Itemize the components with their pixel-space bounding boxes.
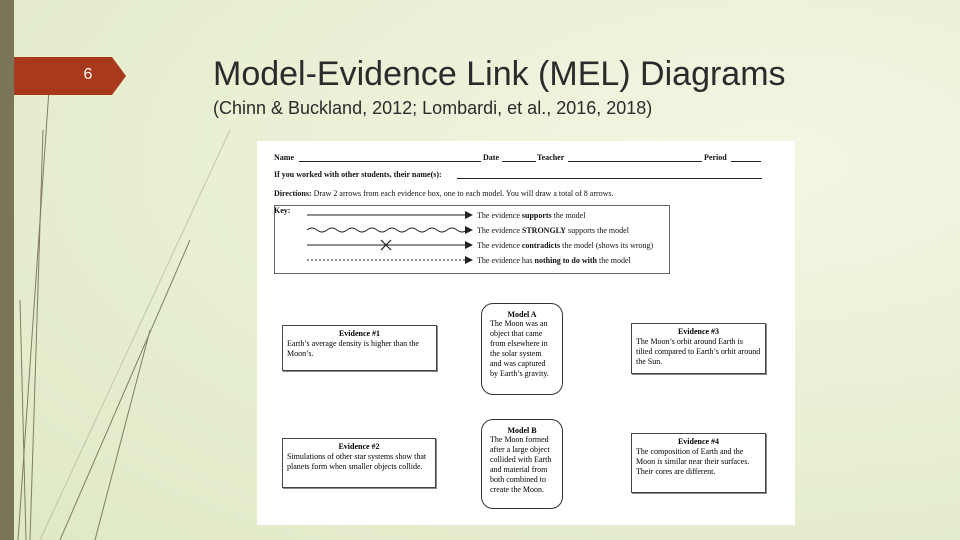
evidence-box-4 bbox=[631, 433, 766, 493]
model-text: The Moon formed after a large object collided with Earth and material from both combined to create the Moon. bbox=[490, 435, 552, 494]
key-item-supports: The evidence supports the model bbox=[477, 211, 586, 220]
mel-worksheet bbox=[257, 141, 795, 525]
name-label: Name bbox=[274, 153, 294, 162]
evidence-text: The Moon’s orbit around Earth is tilted compared to Earth’s orbit around the Sun. bbox=[636, 337, 761, 366]
evidence-box-1 bbox=[282, 325, 437, 371]
evidence-box-2 bbox=[282, 438, 436, 488]
model-box-a bbox=[481, 303, 563, 395]
teacher-line bbox=[568, 161, 702, 162]
worked-with-label: If you worked with other students, their name(s): bbox=[274, 170, 442, 179]
evidence-box-3 bbox=[631, 323, 766, 374]
directions-label: Directions: bbox=[274, 189, 312, 198]
date-line bbox=[502, 161, 536, 162]
slide-subtitle: (Chinn & Buckland, 2012; Lombardi, et al., 2016, 2018) bbox=[213, 98, 653, 118]
evidence-text: Earth’s average density is higher than the Moon’s. bbox=[287, 339, 419, 358]
slide-number: 6 bbox=[83, 66, 93, 83]
key-box bbox=[274, 205, 670, 274]
directions-text: Draw 2 arrows from each evidence box, one to each model. You will draw a total of 8 arrows. bbox=[313, 189, 614, 198]
period-label: Period bbox=[704, 153, 727, 162]
evidence-title: Evidence #1 bbox=[338, 329, 381, 338]
key-label: Key: bbox=[274, 206, 291, 215]
arrow-nothing-to-do bbox=[307, 256, 473, 264]
arrow-contradicts bbox=[307, 240, 473, 250]
key-item-nothing: The evidence has nothing to do with the model bbox=[477, 256, 631, 265]
key-item-strongly: The evidence STRONGLY supports the model bbox=[477, 226, 629, 235]
evidence-text: Simulations of other star systems show that planets form when smaller objects collide. bbox=[287, 452, 427, 471]
slide-title: Model-Evidence Link (MEL) Diagrams bbox=[213, 55, 786, 93]
evidence-text: The composition of Earth and the Moon is similar near their surfaces. Their cores are different. bbox=[636, 447, 750, 476]
model-title: Model A bbox=[507, 310, 537, 319]
worked-with-line bbox=[457, 178, 762, 179]
name-line bbox=[299, 161, 481, 162]
evidence-title: Evidence #2 bbox=[338, 442, 380, 451]
arrow-supports bbox=[307, 211, 473, 219]
key-item-contradicts: The evidence contradicts the model (shows its wrong) bbox=[477, 241, 654, 250]
model-title: Model B bbox=[507, 426, 537, 435]
teacher-label: Teacher bbox=[537, 153, 565, 162]
model-box-b bbox=[481, 419, 563, 509]
arrow-strongly-supports bbox=[307, 226, 473, 234]
key-arrows bbox=[305, 206, 475, 273]
directions bbox=[274, 189, 614, 198]
evidence-title: Evidence #3 bbox=[677, 327, 720, 336]
period-line bbox=[731, 161, 761, 162]
date-label: Date bbox=[483, 153, 499, 162]
model-text: The Moon was an object that came from elsewhere in the solar system and was captured by Earth’s gravity. bbox=[490, 319, 549, 378]
evidence-title: Evidence #4 bbox=[677, 437, 720, 446]
